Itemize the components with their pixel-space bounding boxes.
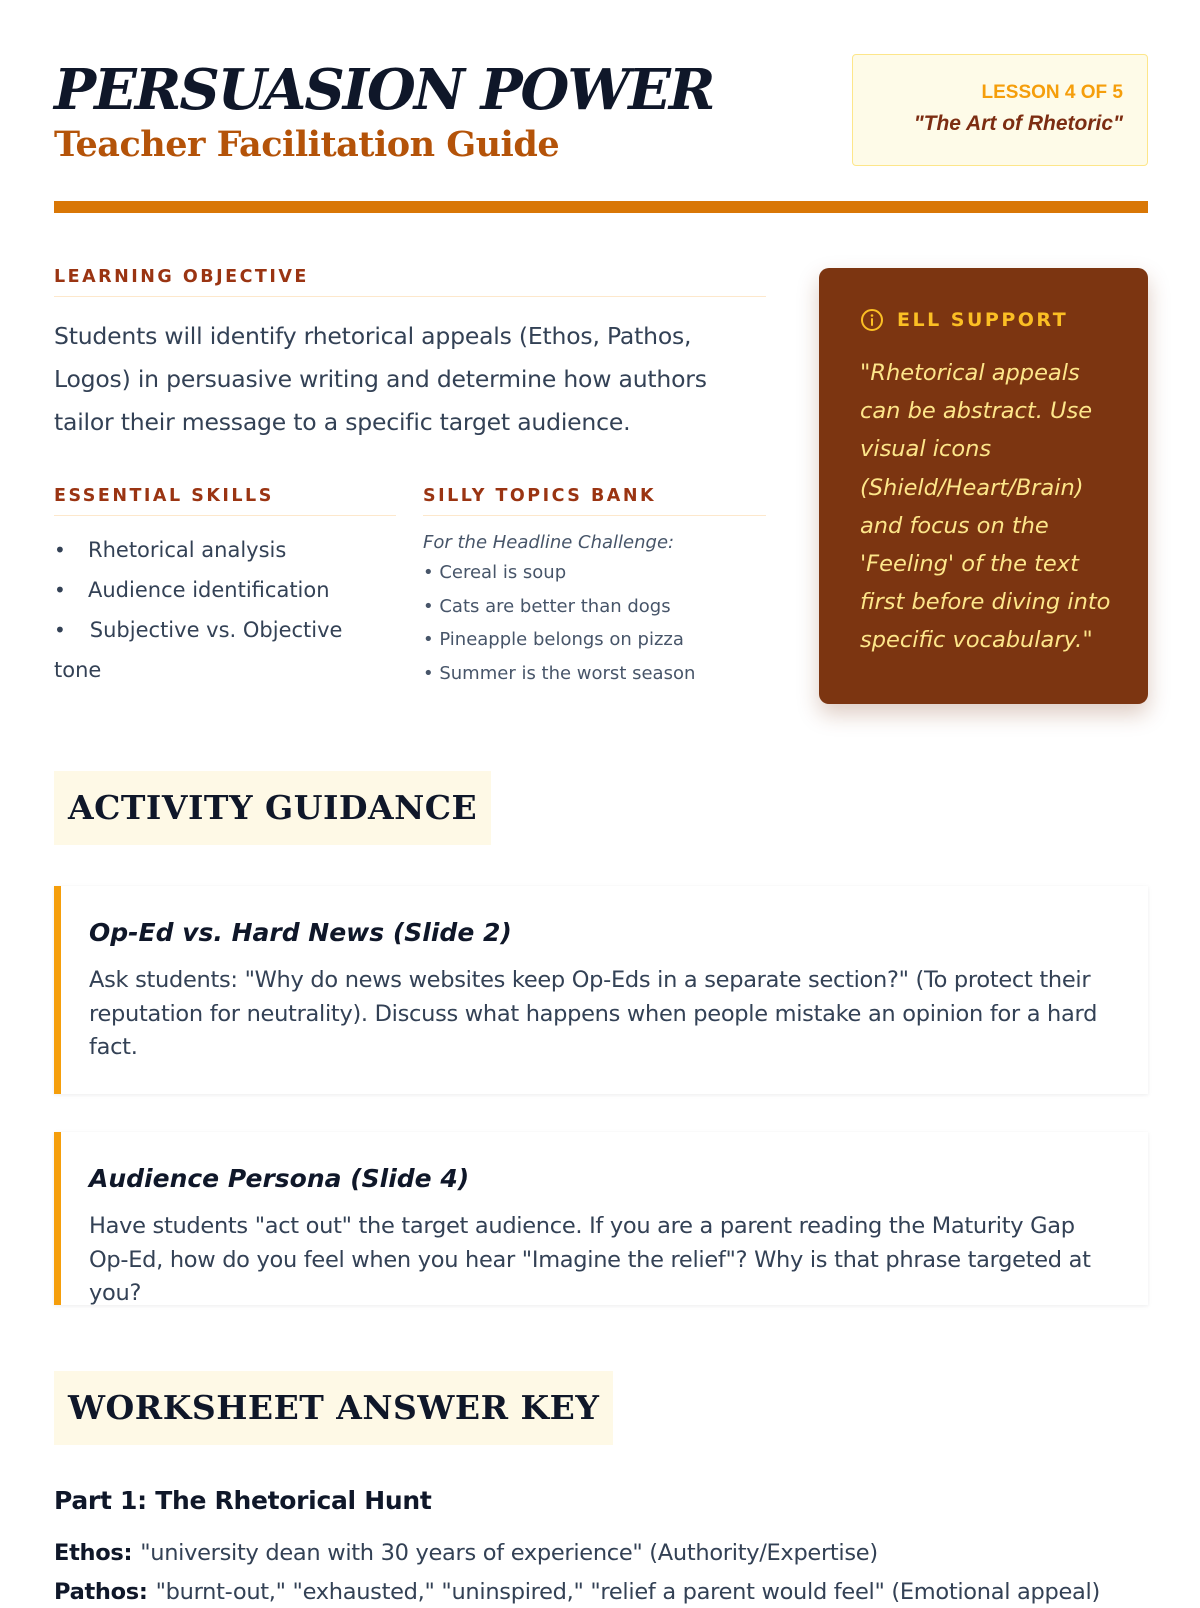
lesson-badge [852,54,1148,166]
ell-quote: "Rhetorical appeals can be abstract. Use visual icons (Shield/Heart/Brain) and focus on the 'Feeling' of the text first before diving into specific vocabulary." [860,360,1111,654]
topic-item: • Cereal is soup [423,562,567,583]
objective-text: Students will identify rhetorical appeals (Ethos, Pathos, Logos) in persuasive writing and determine how authors tailor their message to a specific target audience. [54,322,707,436]
page-title: PERSUASION POWER [54,57,714,123]
page-header [54,52,1148,182]
topic-item: • Summer is the worst season [423,662,696,684]
topic-item: • Pineapple belongs on pizza [423,629,684,650]
skills-list [54,530,396,690]
silly-topics-bank [423,486,766,690]
answer-row [54,1537,878,1569]
skills-label: ESSENTIAL SKILLS [54,486,396,516]
ell-header [860,308,1120,332]
activity-card-title: Op-Ed vs. Hard News (Slide 2) [89,918,512,947]
answer-row [54,1576,1100,1608]
header-divider [54,201,1148,213]
activity-card [54,1132,1148,1305]
activity-card-title: Audience Persona (Slide 4) [89,1164,470,1193]
info-icon [860,308,884,332]
answer-value: "university dean with 30 years of experience" (Authority/Expertise) [140,1540,878,1566]
objective-label: LEARNING OBJECTIVE [54,267,766,297]
lesson-name: "The Art of Rhetoric" [913,112,1123,135]
skill-item: • Audience identification [54,570,396,610]
answer-key-heading: WORKSHEET ANSWER KEY [54,1371,613,1445]
topics-list [423,556,766,690]
activity-heading: ACTIVITY GUIDANCE [54,771,491,845]
part-title: Part 1: The Rhetorical Hunt [54,1486,432,1515]
skill-item: • Subjective vs. Objective tone [54,610,396,690]
learning-objective [54,267,766,444]
activity-card-body: Ask students: "Why do news websites keep Op-Eds in a separate section?" (To protect their reputation for neutrality). Discuss what happens when people mistake an opinion for a hard fact. [89,967,1098,1060]
essential-skills [54,486,396,690]
activity-card [54,886,1148,1094]
activity-card-body: Have students "act out" the target audience. If you are a parent reading the Maturity Gap Op-Ed, how do you feel when you hear "Imagine the relief"? Why is that phrase targeted at you? [89,1213,1091,1306]
answer-value: "burnt-out," "exhausted," "uninspired," "relief a parent would feel" (Emotional appeal) [155,1579,1100,1605]
ell-title: ELL SUPPORT [897,309,1069,331]
page-subtitle: Teacher Facilitation Guide [54,124,560,165]
answer-key-label: Ethos: [54,1540,133,1566]
topics-intro: For the Headline Challenge: [423,532,675,553]
topic-item: • Cats are better than dogs [423,595,671,617]
answer-key-label: Pathos: [54,1579,148,1605]
lesson-number: LESSON 4 OF 5 [981,82,1123,103]
skill-item: • Rhetorical analysis [54,530,396,570]
ell-support-card [819,268,1148,704]
topics-label: SILLY TOPICS BANK [423,486,766,516]
